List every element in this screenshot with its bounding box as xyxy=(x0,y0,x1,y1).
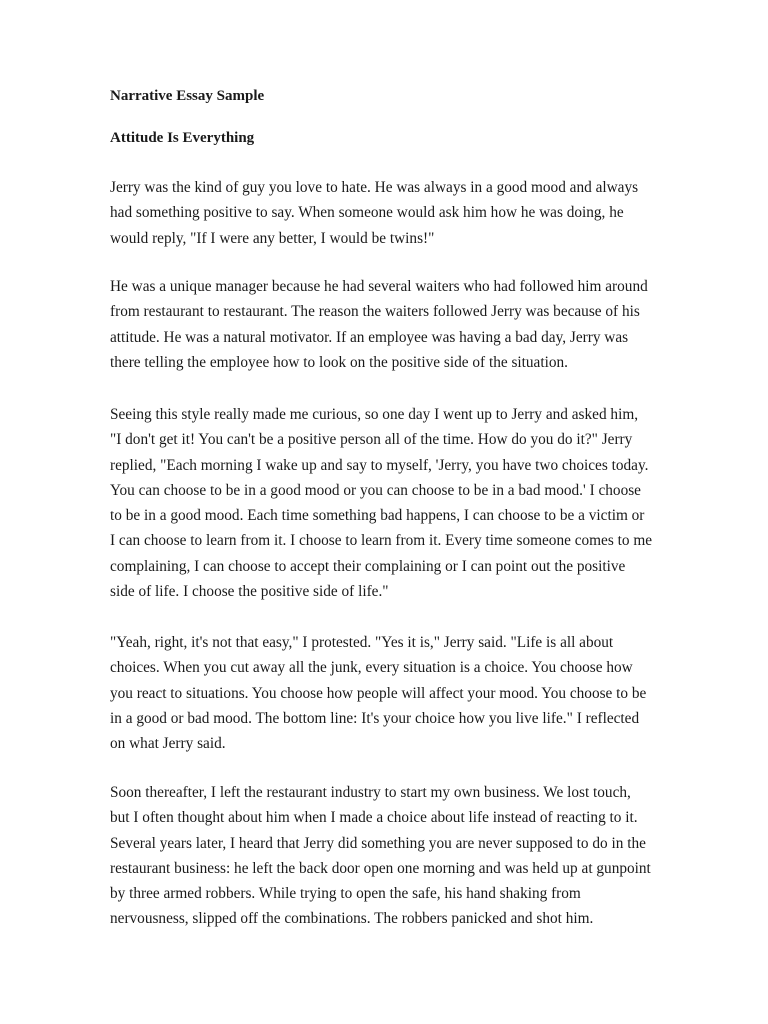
paragraph-5 xyxy=(110,780,651,932)
text-line: would reply, "If I were any better, I would be twins!" xyxy=(110,229,435,247)
text-line: Jerry was the kind of guy you love to hate. He was always in a good mood and always xyxy=(110,179,639,196)
text-line: "Yeah, right, it's not that easy," I protested. "Yes it is," Jerry said. "Life is all about xyxy=(110,634,614,651)
text-line: Several years later, I heard that Jerry did something you are never supposed to do in the xyxy=(110,834,646,852)
paragraph-4 xyxy=(110,630,646,756)
paragraph-3 xyxy=(110,402,652,604)
text-line: replied, "Each morning I wake up and say to myself, 'Jerry, you have two choices today. xyxy=(110,456,649,474)
text-line: You can choose to be in a good mood or you can choose to be in a bad mood.' I choose xyxy=(110,481,641,499)
text-line: Soon thereafter, I left the restaurant industry to start my own business. We lost touch, xyxy=(110,784,631,801)
essay-title: Attitude Is Everything xyxy=(110,130,255,146)
paragraph-1 xyxy=(110,175,638,251)
text-line: but I often thought about him when I made a choice about life instead of reacting to it. xyxy=(110,809,638,827)
text-line: from restaurant to restaurant. The reason the waiters followed Jerry was because of his xyxy=(110,303,640,321)
paragraph-2 xyxy=(110,274,648,375)
text-line: on what Jerry said. xyxy=(110,735,226,753)
text-line: He was a unique manager because he had several waiters who had followed him around xyxy=(110,278,648,295)
text-line: complaining, I can choose to accept their complaining or I can point out the positive xyxy=(110,557,626,575)
text-line: Seeing this style really made me curious, so one day I went up to Jerry and asked him, xyxy=(110,406,639,423)
text-line: I can choose to learn from it. I choose to learn from it. Every time someone comes to me xyxy=(110,532,653,550)
text-line: side of life. I choose the positive side of life." xyxy=(110,583,389,601)
text-line: by three armed robbers. While trying to open the safe, his hand shaking from xyxy=(110,885,581,903)
text-line: to be in a good mood. Each time something bad happens, I can choose to be a victim or xyxy=(110,507,645,525)
text-line: "I don't get it! You can't be a positive person all of the time. How do you do it?" Jerry xyxy=(110,431,633,449)
document-heading: Narrative Essay Sample xyxy=(110,88,265,104)
text-line: in a good or bad mood. The bottom line: It's your choice how you live life." I reflected xyxy=(110,709,640,727)
text-line: had something positive to say. When someone would ask him how he was doing, he xyxy=(110,204,624,222)
text-line: attitude. He was a natural motivator. If an employee was having a bad day, Jerry was xyxy=(110,328,629,346)
text-line: nervousness, slipped off the combinations. The robbers panicked and shot him. xyxy=(110,910,594,928)
text-line: restaurant business: he left the back door open one morning and was held up at gunpoint xyxy=(110,859,651,877)
text-line: there telling the employee how to look on the positive side of the situation. xyxy=(110,353,568,371)
text-line: choices. When you cut away all the junk, every situation is a choice. You choose how xyxy=(110,659,633,677)
text-line: you react to situations. You choose how people will affect your mood. You choose to be xyxy=(110,684,647,702)
